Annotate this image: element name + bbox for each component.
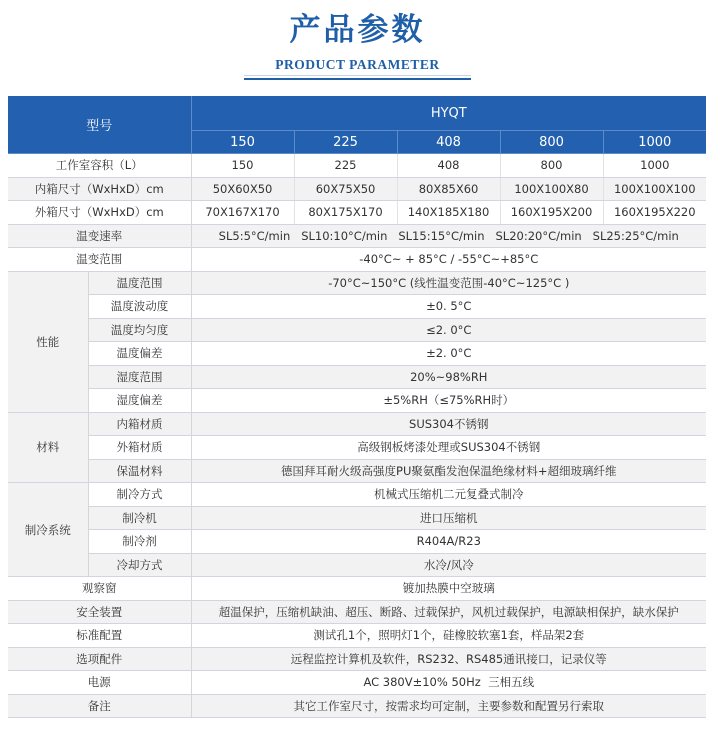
table-row <box>8 459 706 483</box>
size-header: 225 <box>294 131 397 154</box>
model-name: HYQT <box>191 96 706 131</box>
table-row <box>8 671 706 695</box>
parameter-table <box>8 96 706 718</box>
table-row <box>8 694 706 718</box>
row-value: 20%~98%RH <box>191 365 706 389</box>
row-value: ±0. 5°C <box>191 295 706 319</box>
table-row <box>8 624 706 648</box>
row-value: SL5:5°C/min SL10:10°C/min SL15:15°C/min SL20:20°C/min SL25:25°C/min <box>191 224 706 248</box>
table-row <box>8 412 706 436</box>
row-label: 电源 <box>8 671 191 695</box>
row-label: 温度范围 <box>88 271 191 295</box>
table-row <box>8 647 706 671</box>
row-value: 镀加热膜中空玻璃 <box>191 577 706 601</box>
table-row <box>8 389 706 413</box>
table-row <box>8 483 706 507</box>
row-label: 温变范围 <box>8 248 191 272</box>
row-label: 制冷剂 <box>88 530 191 554</box>
table-row <box>8 577 706 601</box>
row-label: 外箱材质 <box>88 436 191 460</box>
row-value: 800 <box>500 154 603 178</box>
model-label: 型号 <box>8 96 191 154</box>
page-subtitle: PRODUCT PARAMETER <box>275 57 440 72</box>
row-value: 60X75X50 <box>294 177 397 201</box>
size-header: 150 <box>191 131 294 154</box>
table-row <box>8 342 706 366</box>
row-value: 其它工作室尺寸，按需求均可定制，主要参数和配置另行索取 <box>191 694 706 718</box>
table-row <box>8 600 706 624</box>
table-row <box>8 365 706 389</box>
row-value: 高级钢板烤漆处理或SUS304不锈钢 <box>191 436 706 460</box>
row-value: 50X60X50 <box>191 177 294 201</box>
table-row <box>8 248 706 272</box>
table-row <box>8 224 706 248</box>
row-label: 内箱材质 <box>88 412 191 436</box>
row-value: 1000 <box>603 154 706 178</box>
row-label: 选项配件 <box>8 647 191 671</box>
row-label: 湿度偏差 <box>88 389 191 413</box>
row-value: 160X195X220 <box>603 201 706 225</box>
row-label: 保温材料 <box>88 459 191 483</box>
table-row <box>8 553 706 577</box>
row-label: 安全装置 <box>8 600 191 624</box>
size-header: 1000 <box>603 131 706 154</box>
row-label: 观察窗 <box>8 577 191 601</box>
row-value: 德国拜耳耐火级高强度PU聚氨酯发泡保温绝缘材料+超细玻璃纤维 <box>191 459 706 483</box>
row-value: 150 <box>191 154 294 178</box>
row-value: -40°C~ + 85°C / -55°C~+85°C <box>191 248 706 272</box>
header-row-model <box>8 96 706 131</box>
row-value: 机械式压缩机二元复叠式制冷 <box>191 483 706 507</box>
subtitle-underline <box>244 78 471 80</box>
table-row <box>8 530 706 554</box>
table-row <box>8 271 706 295</box>
row-value: 140X185X180 <box>397 201 500 225</box>
row-label: 湿度范围 <box>88 365 191 389</box>
table-row <box>8 154 706 178</box>
row-value: 70X167X170 <box>191 201 294 225</box>
group-label-refrigeration: 制冷系统 <box>8 483 88 577</box>
row-value: 225 <box>294 154 397 178</box>
row-label: 冷却方式 <box>88 553 191 577</box>
row-label: 制冷机 <box>88 506 191 530</box>
row-value: 测试孔1个，照明灯1个，硅橡胶软塞1套，样品架2套 <box>191 624 706 648</box>
row-label: 标准配置 <box>8 624 191 648</box>
row-value: R404A/R23 <box>191 530 706 554</box>
row-value: AC 380V±10% 50Hz 三相五线 <box>191 671 706 695</box>
row-value: 408 <box>397 154 500 178</box>
table-row <box>8 201 706 225</box>
table-row <box>8 318 706 342</box>
row-value: 远程监控计算机及软件，RS232、RS485通讯接口，记录仪等 <box>191 647 706 671</box>
row-label: 制冷方式 <box>88 483 191 507</box>
row-value: SUS304不锈钢 <box>191 412 706 436</box>
row-value: -70°C~150°C (线性温变范围-40°C~125°C ) <box>191 271 706 295</box>
table-row <box>8 436 706 460</box>
row-label: 温度波动度 <box>88 295 191 319</box>
size-header: 800 <box>500 131 603 154</box>
page-title: 产品参数 <box>289 12 426 48</box>
row-label: 温度均匀度 <box>88 318 191 342</box>
table-row <box>8 177 706 201</box>
size-header: 408 <box>397 131 500 154</box>
row-label: 备注 <box>8 694 191 718</box>
row-label: 温度偏差 <box>88 342 191 366</box>
row-value: 100X100X80 <box>500 177 603 201</box>
group-label-performance: 性能 <box>8 271 88 412</box>
row-label: 内箱尺寸（WxHxD）cm <box>8 177 191 201</box>
row-value: 100X100X100 <box>603 177 706 201</box>
row-value: 80X85X60 <box>397 177 500 201</box>
row-value: 进口压缩机 <box>191 506 706 530</box>
table-row <box>8 295 706 319</box>
row-value: 80X175X170 <box>294 201 397 225</box>
row-value: ±5%RH（≤75%RH时） <box>191 389 706 413</box>
row-value: 超温保护，压缩机缺油、超压、断路、过载保护，风机过载保护，电源缺相保护，缺水保护 <box>191 600 706 624</box>
row-value: 水冷/风冷 <box>191 553 706 577</box>
row-value: ≤2. 0°C <box>191 318 706 342</box>
row-label: 温变速率 <box>8 224 191 248</box>
table-row <box>8 506 706 530</box>
row-value: ±2. 0°C <box>191 342 706 366</box>
group-label-materials: 材料 <box>8 412 88 483</box>
row-label: 工作室容积（L） <box>8 154 191 178</box>
row-value: 160X195X200 <box>500 201 603 225</box>
row-label: 外箱尺寸（WxHxD）cm <box>8 201 191 225</box>
